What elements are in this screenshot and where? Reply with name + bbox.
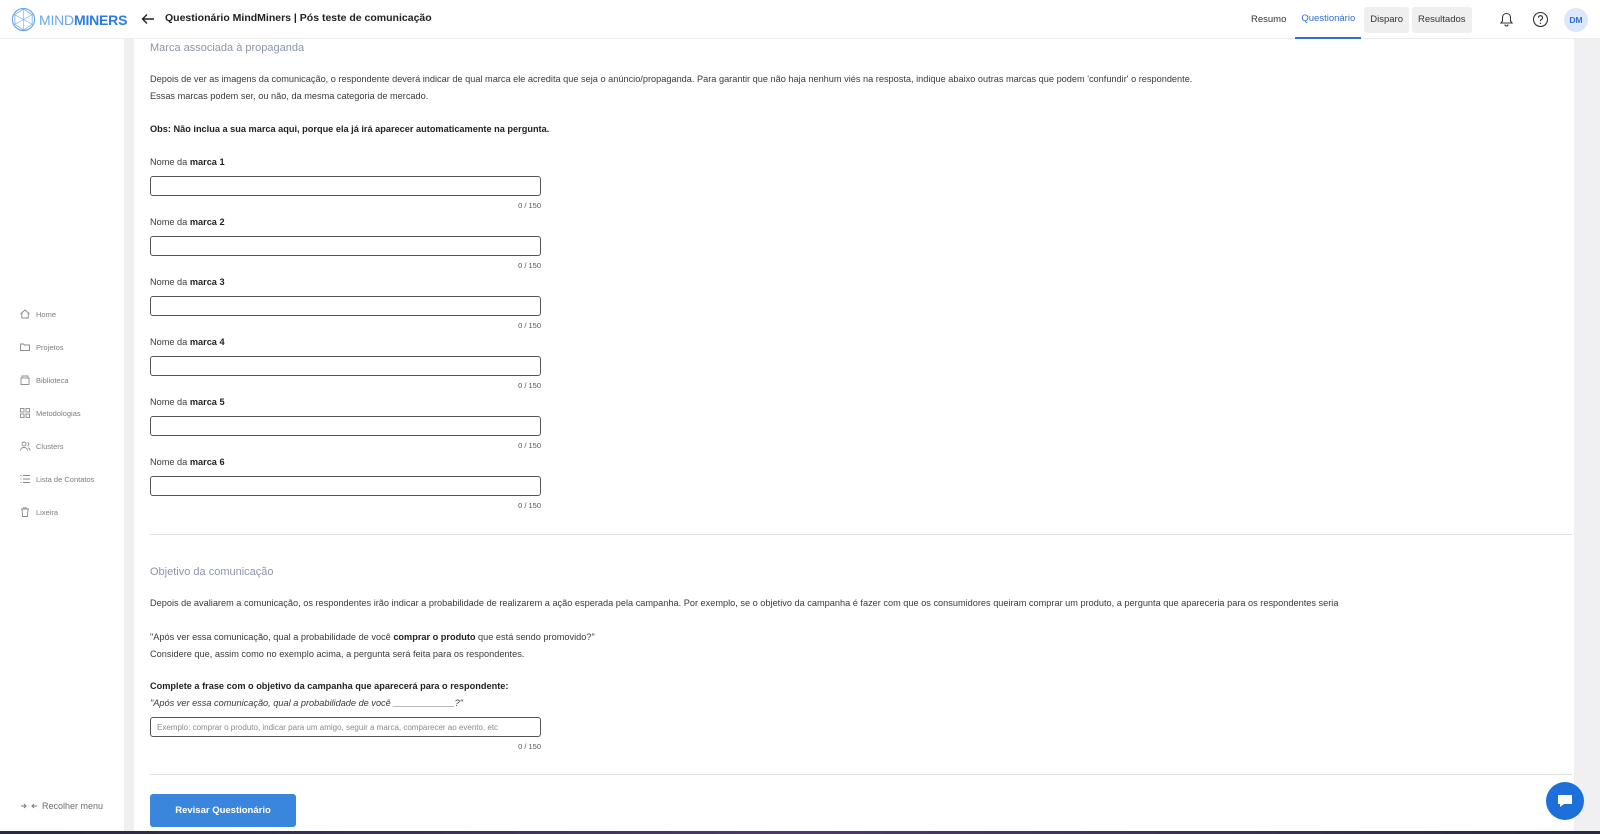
sidebar-gap [124,39,134,834]
sidebar-item-label: Home [36,309,57,319]
page-title: Questionário MindMiners | Pós teste de comunicação [165,12,432,24]
brand-2-label: Nome da marca 2 [150,217,225,227]
review-questionnaire-button[interactable]: Revisar Questionário [150,794,296,827]
brand-5-counter: 0 / 150 [518,441,541,450]
top-bar [0,0,1600,39]
logo-text: MINDMINERS [39,11,128,28]
section-title-objective: Objetivo da comunicação [150,566,274,578]
trash-icon [19,506,31,518]
section-divider [150,534,1572,535]
grid-icon [19,407,31,419]
brand-1-counter: 0 / 150 [518,201,541,210]
brands-intro-line-1: Depois de ver as imagens da comunicação, o respondente deverá indicar de qual marca ele acredita que seja o anúncio/propaganda. Para garantir que não haja nenhum viés na resposta, indique abaixo outras marcas que podem 'confundir' o respondente. [150,74,1193,84]
sidebar-item-lista-de-contatos[interactable] [19,473,94,485]
nav-tabs [1245,0,1475,39]
library-icon [19,374,31,386]
brand-6-input[interactable] [150,476,541,496]
brand-6-label: Nome da marca 6 [150,457,225,467]
avatar[interactable]: DM [1564,8,1588,32]
main-panel [134,39,1574,834]
objective-instruction: Complete a frase com o objetivo da campanha que aparecerá para o respondente: [150,681,509,691]
users-icon [19,440,31,452]
sidebar-item-label: Lista de Contatos [36,474,95,484]
brand-4-input[interactable] [150,356,541,376]
section-divider-bottom [150,774,1572,775]
brand-6-counter: 0 / 150 [518,501,541,510]
section-title-brands: Marca associada à propaganda [150,42,305,54]
sidebar-item-label: Biblioteca [36,375,69,385]
chat-bubble-icon [1555,791,1575,811]
brand-3-label: Nome da marca 3 [150,277,225,287]
objective-example: "Após ver essa comunicação, qual a probabilidade de você comprar o produto que está sendo promovido?" [150,632,595,642]
chat-button[interactable] [1546,782,1584,820]
brand-1-input[interactable] [150,176,541,196]
brand-4-counter: 0 / 150 [518,381,541,390]
logo-mark-icon [11,7,36,32]
help-icon[interactable] [1532,11,1549,28]
sidebar-item-projetos[interactable] [19,341,64,353]
brand-5-input[interactable] [150,416,541,436]
brands-intro-line-2: Essas marcas podem ser, ou não, da mesma categoria de mercado. [150,91,429,101]
mindminers-logo[interactable] [11,7,127,32]
folder-icon [19,341,31,353]
sidebar-item-metodologias[interactable] [19,407,81,419]
brand-5-label: Nome da marca 5 [150,397,225,407]
back-arrow-icon[interactable] [140,11,156,27]
sidebar [0,39,124,834]
home-icon [19,308,31,320]
brand-2-input[interactable] [150,236,541,256]
list-icon [19,473,31,485]
sidebar-item-label: Lixeira [36,507,59,517]
tab-resultados[interactable]: Resultados [1412,7,1472,33]
brands-note: Obs: Não inclua a sua marca aqui, porque ela já irá aparecer automaticamente na pergunta. [150,124,550,134]
sidebar-item-label: Clusters [36,441,64,451]
objective-consider: Considere que, assim como no exemplo acima, a pergunta será feita para os respondentes. [150,649,525,659]
objective-template-sentence: "Após ver essa comunicação, qual a probabilidade de você ____________?" [150,698,463,708]
objective-input[interactable] [150,717,541,737]
collapse-arrows-icon [20,801,38,811]
tab-resumo[interactable]: Resumo [1251,14,1287,25]
tab-disparo[interactable]: Disparo [1364,7,1409,33]
sidebar-item-biblioteca[interactable] [19,374,69,386]
objective-intro: Depois de avaliarem a comunicação, os respondentes irão indicar a probabilidade de realizarem a ação esperada pela campanha. Por exemplo, se o objetivo da campanha é fazer com que os consumidores queiram comprar um produto, a pergunta que apareceria para os respondentes seria [150,598,1339,608]
sidebar-item-label: Metodologias [36,408,81,418]
brand-3-input[interactable] [150,296,541,316]
collapse-menu-label: Recolher menu [42,801,104,811]
sidebar-item-lixeira[interactable] [19,506,58,518]
bell-icon[interactable] [1498,11,1515,28]
tab-questionario[interactable]: Questionário [1295,0,1361,39]
brand-2-counter: 0 / 150 [518,261,541,270]
brand-3-counter: 0 / 150 [518,321,541,330]
sidebar-item-home[interactable] [19,308,56,320]
brand-1-label: Nome da marca 1 [150,157,225,167]
sidebar-item-clusters[interactable] [19,440,64,452]
brand-4-label: Nome da marca 4 [150,337,225,347]
collapse-menu-button[interactable] [20,801,103,811]
sidebar-item-label: Projetos [36,342,64,352]
objective-counter: 0 / 150 [518,742,541,751]
